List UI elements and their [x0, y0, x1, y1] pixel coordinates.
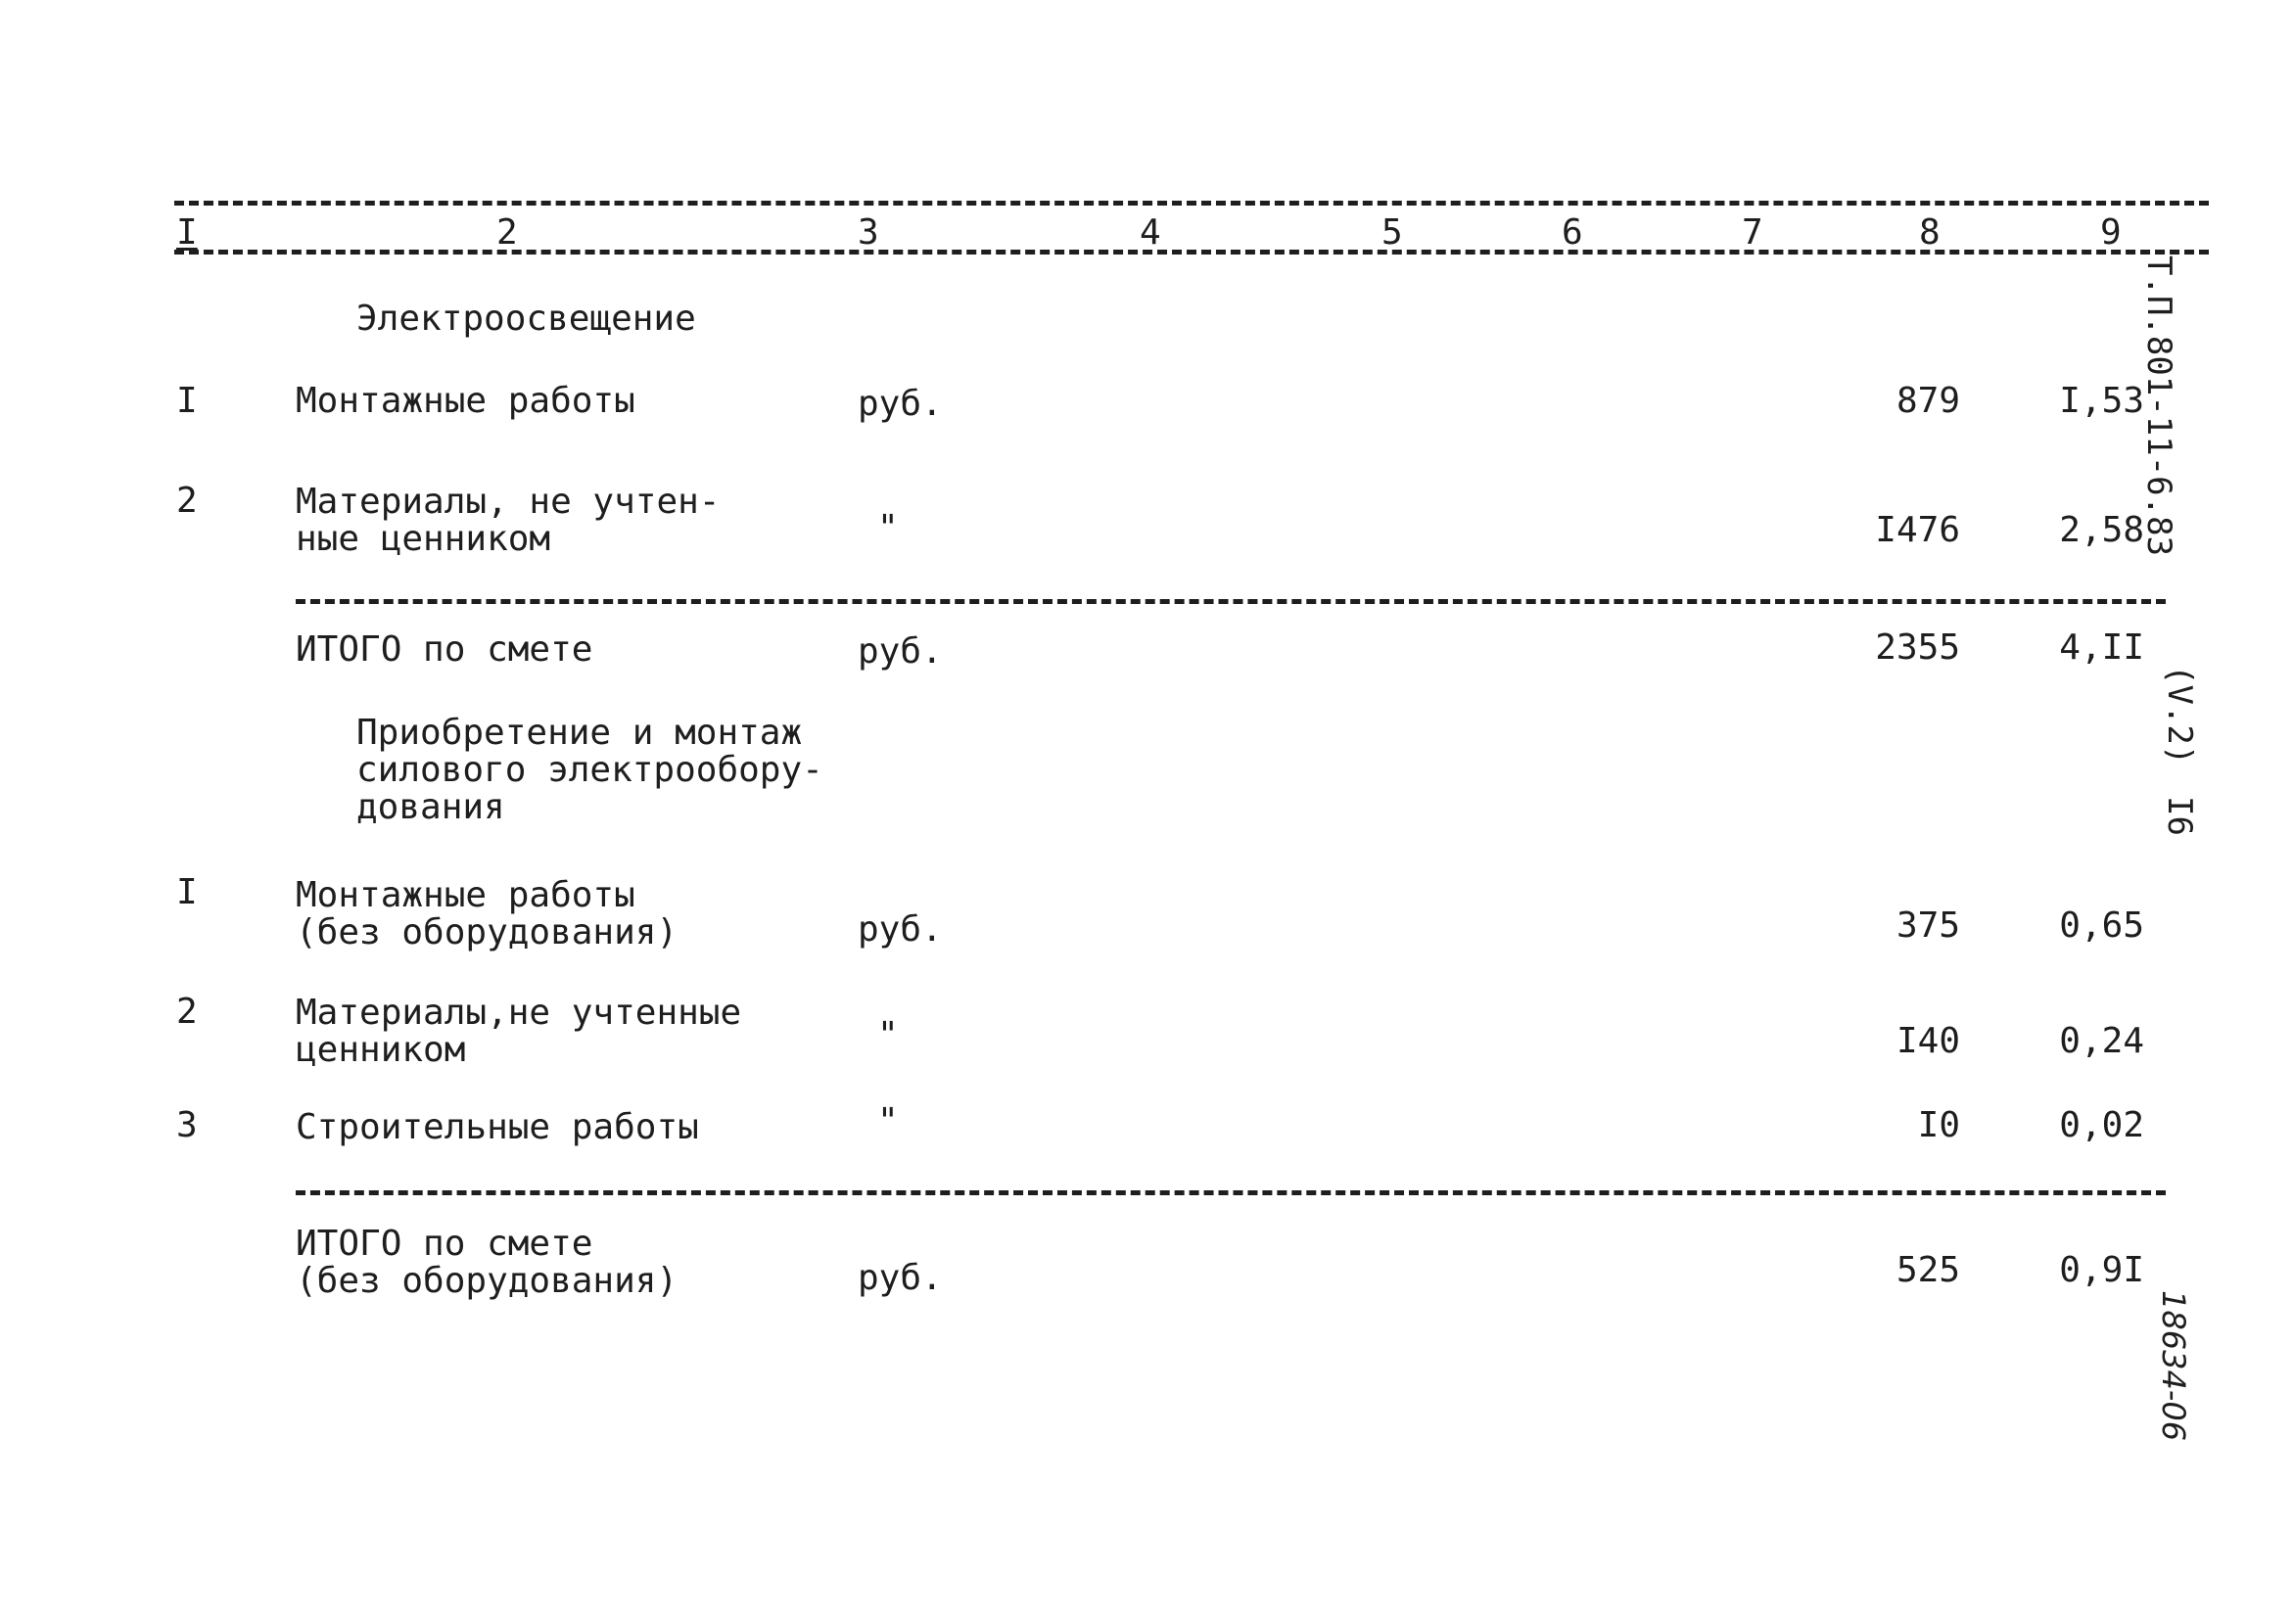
subtotal-rule	[296, 599, 2166, 604]
header-bottom-rule	[174, 250, 2209, 255]
row-name: Строительные работы	[296, 1107, 699, 1147]
total-label: ИТОГО по смете (без оборудования)	[296, 1224, 679, 1301]
section-heading: Электроосвещение	[356, 299, 696, 339]
row-number: 2	[176, 992, 198, 1032]
row-number: I	[176, 381, 198, 421]
row-col9-value: 0,65	[2059, 905, 2144, 946]
row-unit: "	[877, 1015, 899, 1055]
column-number-9: 9	[2100, 212, 2122, 253]
row-number: 3	[176, 1105, 198, 1145]
column-number-8: 8	[1919, 212, 1941, 253]
row-col8-value: I40	[1895, 1021, 1960, 1061]
row-col8-value: 879	[1895, 381, 1960, 421]
column-number-2: 2	[496, 212, 518, 253]
column-number-3: 3	[858, 212, 879, 253]
subtotal-rule	[296, 1190, 2166, 1195]
column-number-7: 7	[1742, 212, 1763, 253]
row-col9-value: 0,24	[2059, 1021, 2144, 1061]
row-unit: руб.	[858, 384, 943, 424]
row-col9-value: 2,58	[2059, 510, 2144, 550]
row-number: 2	[176, 481, 198, 521]
volume-label: (V.2)	[2160, 665, 2199, 766]
inventory-number: 18634-06	[2155, 1290, 2192, 1442]
total-col9-value: 4,II	[2059, 627, 2144, 668]
section-heading: Приобретение и монтаж силового электрообору- дования	[356, 713, 823, 827]
column-number-1: I	[176, 212, 198, 253]
row-unit: "	[877, 508, 899, 548]
row-unit: "	[877, 1101, 899, 1141]
total-unit: руб.	[858, 1258, 943, 1298]
row-name: Монтажные работы	[296, 381, 635, 421]
column-number-4: 4	[1140, 212, 1161, 253]
row-col9-value: I,53	[2059, 381, 2144, 421]
row-col8-value: I476	[1875, 510, 1960, 550]
row-col8-value: I0	[1917, 1105, 1960, 1145]
total-col9-value: 0,9I	[2059, 1250, 2144, 1290]
row-unit: руб.	[858, 909, 943, 950]
total-col8-value: 525	[1895, 1250, 1960, 1290]
page-number: I6	[2160, 796, 2199, 836]
column-number-6: 6	[1562, 212, 1583, 253]
total-label: ИТОГО по смете	[296, 629, 593, 670]
row-col9-value: 0,02	[2059, 1105, 2144, 1145]
document-code: Т.П.801-11-6.83	[2139, 255, 2178, 557]
header-top-rule	[174, 201, 2209, 206]
row-number: I	[176, 872, 198, 912]
total-col8-value: 2355	[1875, 627, 1960, 668]
total-unit: руб.	[858, 631, 943, 672]
column-number-5: 5	[1381, 212, 1403, 253]
row-name: Материалы,не учтенные ценником	[296, 993, 742, 1070]
row-name: Монтажные работы (без оборудования)	[296, 875, 679, 952]
row-name: Материалы, не учтен- ные ценником	[296, 482, 721, 559]
row-col8-value: 375	[1895, 905, 1960, 946]
